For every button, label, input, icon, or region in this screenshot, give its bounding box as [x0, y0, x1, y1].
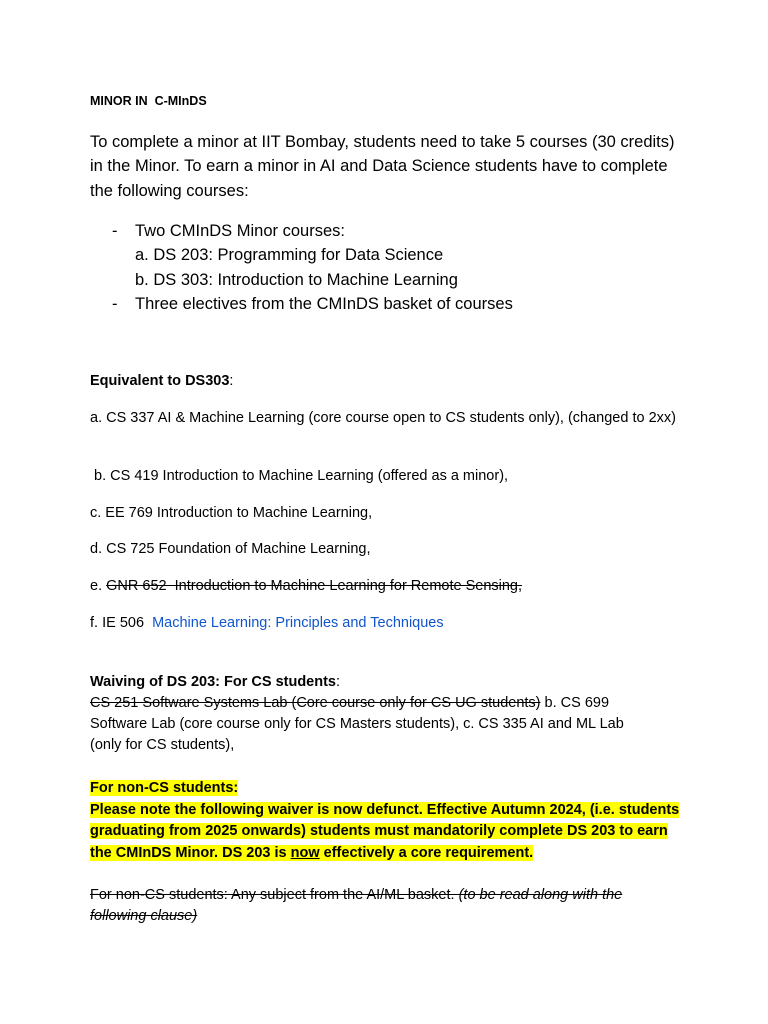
bullet-dash: - — [112, 222, 118, 240]
requirements-list — [90, 219, 690, 316]
list-item — [90, 292, 690, 316]
sub-item-b: b. DS 303: Introduction to Machine Learning — [135, 270, 458, 289]
equivalent-heading: Equivalent to DS303: — [90, 373, 234, 389]
waiving-heading: Waiving of DS 203: For CS students: — [90, 674, 341, 690]
equivalent-item-f: f. IE 506 Machine Learning: Principles and Techniques — [90, 615, 444, 631]
bullet-dash: - — [112, 294, 118, 313]
old-clause: For non-CS students: Any subject from the AI/ML basket. (to be read along with the following clause) — [90, 887, 623, 924]
list-item — [90, 219, 690, 292]
sub-item-a: a. DS 203: Programming for Data Science — [135, 246, 444, 265]
list-item-label: Three electives from the CMInDS basket of courses — [135, 294, 513, 313]
equivalent-item-d: d. CS 725 Foundation of Machine Learning, — [90, 541, 371, 557]
equivalent-item-b: b. CS 419 Introduction to Machine Learning (offered as a minor), — [90, 468, 509, 484]
page-title: MINOR IN C-MInDS — [90, 94, 207, 108]
equivalent-item-e: e. GNR 652 Introduction to Machine Learning for Remote Sensing, — [90, 578, 523, 594]
intro-paragraph: To complete a minor at IIT Bombay, students need to take 5 courses (30 credits) in the Minor. To earn a minor in AI and Data Science students have to complete the following courses: — [90, 133, 675, 200]
list-item-label: Two CMInDS Minor courses: — [135, 222, 345, 240]
non-cs-notice: For non-CS students: Please note the following waiver is now defunct. Effective Autumn 2024, (i.e. students graduating from 2025 onwards) students must mandatorily complete DS 203 to earn the CMInDS Minor. DS 203 is now effectively a core requirement. — [90, 780, 680, 861]
equivalent-item-a: a. CS 337 AI & Machine Learning (core course open to CS students only), (changed to 2xx) — [90, 410, 676, 426]
struck-course: CS 251 Software Systems Lab (Core course only for CS UG students) — [90, 695, 541, 711]
equivalent-item-c: c. EE 769 Introduction to Machine Learning, — [90, 505, 373, 521]
course-link[interactable]: Machine Learning: Principles and Techniques — [152, 615, 444, 631]
waiving-paragraph: CS 251 Software Systems Lab (Core course only for CS UG students) b. CS 699 Software Lab (core course only for CS Masters students), c. CS 335 AI and ML Lab (only for CS students), — [90, 695, 624, 753]
struck-course: GNR 652 Introduction to Machine Learning for Remote Sensing, — [106, 578, 523, 594]
